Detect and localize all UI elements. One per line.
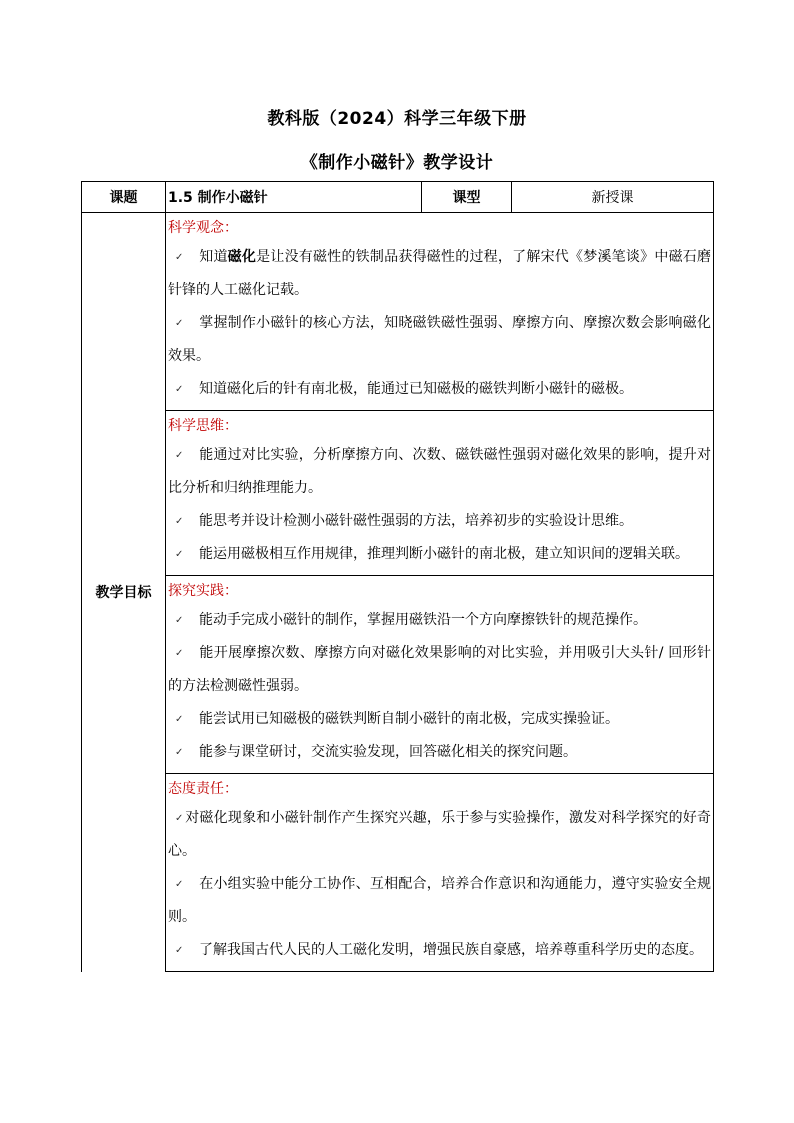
check-icon: ✓ — [175, 747, 184, 758]
check-icon: ✓ — [175, 318, 184, 329]
check-icon: ✓ — [175, 615, 184, 626]
check-icon: ✓ — [175, 813, 184, 824]
section-heading: 科学思维： — [168, 418, 238, 434]
lesson-plan-table — [81, 181, 714, 972]
goal-section-row — [82, 576, 714, 774]
goal-item: ✓ 能开展摩擦次数、摩擦方向对磁化效果影响的对比实验，并用吸引大头针/ 回形针的方法检测磁性强弱。 — [168, 637, 711, 703]
goal-item: ✓ 知道磁化后的针有南北极，能通过已知磁极的磁铁判断小磁针的磁极。 — [168, 373, 711, 406]
type-value: 新授课 — [512, 182, 714, 213]
type-label: 课型 — [422, 182, 512, 213]
section-heading: 态度责任： — [168, 781, 238, 797]
document-title: 教科版（2024）科学三年级下册 — [267, 109, 527, 129]
goal-section — [166, 213, 714, 411]
header-row — [82, 182, 714, 213]
goal-section — [166, 576, 714, 774]
goal-item: ✓ 对磁化现象和小磁针制作产生探究兴趣，乐于参与实验操作，激发对科学探究的好奇心。 — [168, 802, 711, 868]
section-heading: 探究实践： — [168, 583, 238, 599]
goal-item: ✓ 能思考并设计检测小磁针磁性强弱的方法，培养初步的实验设计思维。 — [168, 505, 711, 538]
goal-item: ✓ 知道磁化是让没有磁性的铁制品获得磁性的过程，了解宋代《梦溪笔谈》中磁石磨针锋的人工磁化记载。 — [168, 241, 711, 307]
check-icon: ✓ — [175, 945, 184, 956]
goal-item: ✓ 能通过对比实验，分析摩擦方向、次数、磁铁磁性强弱对磁化效果的影响，提升对比分析和归纳推理能力。 — [168, 439, 711, 505]
goal-item: ✓ 能尝试用已知磁极的磁铁判断自制小磁针的南北极，完成实操验证。 — [168, 703, 711, 736]
check-icon: ✓ — [175, 516, 184, 527]
goal-item: ✓ 在小组实验中能分工协作、互相配合，培养合作意识和沟通能力，遵守实验安全规则。 — [168, 868, 711, 934]
check-icon: ✓ — [175, 549, 184, 560]
topic-value: 1.5 制作小磁针 — [166, 182, 422, 213]
section-heading: 科学观念： — [168, 220, 238, 236]
goal-section-row — [82, 411, 714, 576]
goal-section — [166, 411, 714, 576]
goal-section-row — [82, 774, 714, 972]
document-subtitle: 《制作小磁针》教学设计 — [300, 153, 494, 173]
check-icon: ✓ — [175, 252, 184, 263]
goal-item: ✓ 能运用磁极相互作用规律，推理判断小磁针的南北极，建立知识间的逻辑关联。 — [168, 538, 711, 571]
check-icon: ✓ — [175, 384, 184, 395]
goal-item: ✓ 掌握制作小磁针的核心方法，知晓磁铁磁性强弱、摩擦方向、摩擦次数会影响磁化效果。 — [168, 307, 711, 373]
goal-item: ✓ 能动手完成小磁针的制作，掌握用磁铁沿一个方向摩擦铁针的规范操作。 — [168, 604, 711, 637]
check-icon: ✓ — [175, 450, 184, 461]
topic-label: 课题 — [82, 182, 166, 213]
goals-label: 教学目标 — [82, 213, 166, 972]
goal-section — [166, 774, 714, 972]
goal-section-row — [82, 213, 714, 411]
goal-item: ✓ 了解我国古代人民的人工磁化发明，增强民族自豪感，培养尊重科学历史的态度。 — [168, 934, 711, 967]
check-icon: ✓ — [175, 648, 184, 659]
goal-item: ✓ 能参与课堂研讨，交流实验发现，回答磁化相关的探究问题。 — [168, 736, 711, 769]
check-icon: ✓ — [175, 714, 184, 725]
check-icon: ✓ — [175, 879, 184, 890]
